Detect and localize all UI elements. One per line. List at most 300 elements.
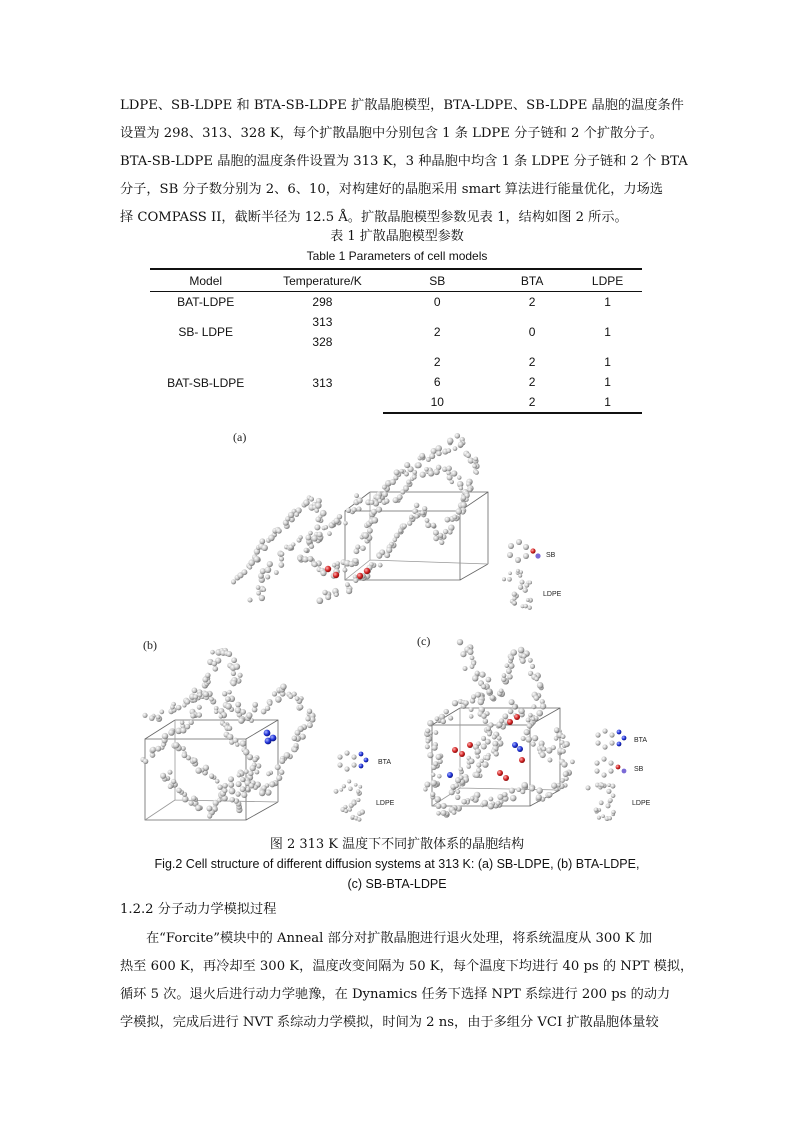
polymer-atom (399, 469, 404, 474)
polymer-atom (197, 712, 202, 717)
polymer-atom (209, 697, 214, 702)
polymer-atom (494, 751, 499, 756)
polymer-atom (521, 736, 526, 741)
polymer-atom (475, 748, 481, 754)
polymer-atom (314, 524, 320, 530)
polymer-atom (486, 726, 491, 731)
intro-line: LDPE、SB-LDPE 和 BTA-SB-LDPE 扩散晶胞模型，BTA-LDPE、SB-LDPE 晶胞的温度条件 (120, 98, 684, 113)
section-line: 学模拟，完成后进行 NVT 系综动力学模拟，时间为 2 ns，由于多组分 VCI 扩散晶胞体量较 (120, 1015, 659, 1030)
polymer-atom (214, 710, 218, 714)
polymer-atom (346, 508, 351, 513)
panel-label-a: (a) (233, 430, 247, 444)
cell-bta: 2 (528, 295, 536, 309)
polymer-atom (433, 530, 439, 536)
polymer-atom (506, 668, 512, 674)
polymer-atom (215, 779, 220, 784)
polymer-atom (228, 782, 234, 788)
polymer-atom (162, 733, 168, 739)
polymer-atom (439, 540, 444, 545)
polymer-atom (240, 740, 246, 746)
polymer-atom (378, 563, 383, 568)
polymer-atom (554, 727, 560, 733)
polymer-atom (356, 798, 360, 802)
polymer-atom (217, 798, 222, 803)
legend-bta-label: BTA (378, 759, 392, 766)
polymer-atom (502, 577, 506, 581)
polymer-atom (561, 761, 567, 767)
polymer-atom (406, 479, 411, 484)
polymer-atom (448, 530, 453, 535)
table-caption-cn: 表 1 扩散晶胞模型参数 (330, 229, 464, 244)
polymer-atom (325, 594, 331, 600)
polymer-atom (430, 780, 436, 786)
cell-ldpe: 1 (604, 375, 611, 389)
polymer-atom (470, 664, 475, 669)
polymer-atom (482, 761, 488, 767)
polymer-atom (225, 696, 231, 702)
polymer-atom (481, 713, 487, 719)
polymer-atom (502, 713, 508, 719)
polymer-atom (469, 714, 474, 719)
polymer-atom (275, 696, 282, 703)
polymer-atom (521, 653, 526, 658)
polymer-atom (182, 752, 188, 758)
polymer-atom (279, 758, 285, 764)
polymer-atom (433, 761, 438, 766)
polymer-atom (526, 598, 530, 602)
polymer-atom (425, 518, 430, 523)
polymer-atom (474, 772, 480, 778)
cell-bta: 2 (528, 355, 536, 369)
polymer-atom (610, 784, 615, 789)
polymer-atom (193, 694, 198, 699)
polymer-atom (524, 583, 529, 588)
polymer-atom (305, 716, 310, 721)
polymer-atom (528, 606, 532, 610)
polymer-atom (434, 730, 439, 735)
cell-ldpe: 1 (604, 325, 611, 339)
bta-molecule-b (264, 730, 277, 745)
legend-sb-label: SB (546, 552, 556, 559)
polymer-atom (427, 752, 433, 758)
polymer-atom (483, 718, 488, 723)
polymer-atom (560, 778, 565, 783)
sb-legend-icon (594, 756, 626, 777)
polymer-atom (386, 547, 392, 553)
polymer-atom (467, 649, 473, 655)
polymer-atom (346, 588, 352, 594)
polymer-atom (342, 568, 347, 573)
polymer-atom (222, 691, 227, 696)
polymer-atom (267, 561, 273, 567)
polymer-atom (443, 709, 448, 714)
polymer-atom (197, 705, 202, 710)
polymer-atom (343, 521, 347, 525)
polymer-atom (367, 528, 373, 534)
polymer-atom (252, 757, 258, 763)
polymer-atom (486, 689, 492, 695)
polymer-atom (534, 677, 539, 682)
polymer-atom (456, 508, 462, 514)
polymer-atom (298, 535, 302, 539)
polymer-atom (185, 699, 191, 705)
polymer-atom (436, 811, 441, 816)
polymer-atom (475, 671, 480, 676)
polymer-atom (256, 763, 261, 768)
polymer-atom (360, 545, 366, 551)
polymer-atom (529, 786, 535, 792)
polymer-atom (599, 800, 604, 805)
polymer-atom (378, 499, 382, 503)
polymer-atom (217, 785, 222, 790)
polymer-atom (432, 745, 438, 751)
polymer-atom (342, 784, 346, 788)
polymer-atom (434, 796, 440, 802)
polymer-atom (485, 755, 490, 760)
polymer-atom (510, 649, 517, 656)
polymer-atom (608, 798, 613, 803)
polymer-atom (516, 787, 521, 792)
polymer-atom (320, 510, 327, 517)
polymer-atom (353, 578, 358, 583)
polymer-atom (605, 803, 610, 808)
polymer-atom (155, 746, 161, 752)
header-sb: SB (383, 269, 491, 292)
polymer-atom (241, 569, 247, 575)
polymer-atom (531, 717, 535, 721)
polymer-atom (256, 591, 261, 596)
polymer-atom (307, 556, 313, 562)
figure-caption-en-line1: Fig.2 Cell structure of different diffusion systems at 313 K: (a) SB-LDPE, (b) BTA-LDPE, (154, 857, 640, 871)
figure-caption-en-line2: (c) SB-BTA-LDPE (347, 877, 447, 891)
polymer-atom (292, 747, 297, 752)
polymer-atom (512, 596, 516, 600)
polymer-atom (460, 502, 466, 508)
polymer-atom (298, 556, 303, 561)
polymer-atom (322, 590, 327, 595)
legend-c (586, 728, 651, 821)
polymer-atom (309, 497, 314, 502)
polymer-atom (475, 692, 481, 698)
polymer-atom (377, 553, 383, 559)
cell-bta: 2 (528, 375, 536, 389)
polymer-atom (354, 783, 358, 787)
polymer-atom (265, 789, 271, 795)
polymer-atom (525, 736, 531, 742)
polymer-atom (481, 736, 486, 741)
polymer-atom (249, 783, 255, 789)
polymer-atom (420, 511, 425, 516)
polymer-atom (597, 816, 601, 820)
polymer-atom (489, 797, 494, 802)
polymer-atom (384, 498, 389, 503)
polymer-atom (531, 704, 536, 709)
section-line: 循环 5 次。退火后进行动力学驰豫，在 Dynamics 任务下选择 NPT 系综进行 200 ps 的动力 (120, 987, 671, 1002)
polymer-atom (404, 472, 409, 477)
polymer-atom (459, 767, 464, 772)
polymer-atom (412, 470, 417, 475)
polymer-atom (292, 692, 297, 697)
header-bta: BTA (491, 269, 573, 292)
legend-sb-label: SB (634, 766, 644, 773)
polymer-atom (316, 597, 323, 604)
polymer-atom (207, 813, 212, 818)
polymer-atom (451, 470, 457, 476)
polymer-atom (353, 558, 359, 564)
polymer-atom (521, 782, 528, 789)
polymer-atom (203, 691, 209, 697)
polymer-atom (547, 758, 552, 763)
cell-ldpe: 1 (604, 295, 611, 309)
polymer-atom (291, 542, 295, 546)
polymer-atom (356, 506, 361, 511)
polymer-atom (324, 525, 328, 529)
polymer-atom (276, 775, 282, 781)
polymer-atom (231, 671, 236, 676)
polymer-atom (563, 771, 569, 777)
polymer-atom (228, 776, 234, 782)
polymer-atom (150, 747, 156, 753)
polymer-atom (518, 647, 525, 654)
polymer-atom (261, 545, 267, 551)
polymer-atom (209, 773, 214, 778)
polymer-atom (499, 718, 504, 723)
polymer-atom (344, 809, 348, 813)
polymer-atom (355, 544, 360, 549)
polymer-atom (601, 814, 605, 818)
polymer-atom (420, 472, 426, 478)
polymer-atom (463, 700, 469, 706)
polymer-atom (191, 795, 197, 801)
polymer-atom (436, 451, 441, 456)
polymer-atom (278, 562, 284, 568)
polymer-atom (180, 720, 185, 725)
polymer-atom (409, 515, 414, 520)
polymer-atom (441, 810, 447, 816)
cell-model: BAT-SB-LDPE (167, 375, 245, 390)
polymer-atom (512, 592, 517, 597)
polymer-atom (236, 781, 242, 787)
polymer-atom (280, 683, 287, 690)
polymer-atom (429, 453, 435, 459)
polymer-atom (523, 588, 528, 593)
polymer-atom (492, 735, 497, 740)
polymer-atom (452, 515, 457, 520)
polymer-atom (311, 535, 317, 541)
polymer-atom (280, 552, 285, 557)
polymer-atom (265, 706, 270, 711)
polymer-atom (240, 786, 246, 792)
cell-temp: 313 (312, 315, 333, 329)
polymer-atom (309, 544, 314, 549)
polymer-atom (168, 729, 174, 735)
polymer-atom (476, 754, 480, 758)
polymer-atom (269, 781, 275, 787)
polymer-atom (437, 774, 442, 779)
polymer-atom (314, 508, 319, 513)
polymer-atom (541, 747, 546, 752)
polymer-atom (274, 570, 279, 575)
polymer-atom (252, 702, 258, 708)
polymer-atom (457, 475, 461, 479)
polymer-atom (508, 709, 514, 715)
polymer-atom (312, 562, 318, 568)
polymer-atom (272, 691, 277, 696)
polymer-atom (382, 491, 388, 497)
polymer-atom (424, 467, 429, 472)
polymer-atom (486, 677, 492, 683)
polymer-atom (551, 745, 556, 750)
polymer-atom (337, 514, 342, 519)
polymer-atom (334, 789, 339, 794)
polymer-atom (235, 791, 240, 796)
polymer-atom (142, 713, 147, 718)
polymer-atom (259, 790, 266, 797)
polymer-atom (450, 480, 454, 484)
polymer-atom (507, 674, 512, 679)
polymer-atom (195, 805, 202, 812)
legend-ldpe-label: LDPE (543, 591, 562, 598)
polymer-atom (528, 581, 532, 585)
polymer-atom (235, 707, 242, 714)
polymer-atom (422, 506, 427, 511)
polymer-atom (402, 523, 407, 528)
polymer-atom (472, 464, 477, 469)
polymer-atom (516, 569, 520, 573)
polymer-atom (416, 462, 422, 468)
polymer-atom (198, 693, 203, 698)
polymer-atom (407, 521, 412, 526)
polymer-atom (564, 741, 570, 747)
polymer-atom (458, 442, 464, 448)
polymer-atom (611, 793, 616, 798)
polymer-atom (423, 787, 427, 791)
polymer-atom (435, 716, 440, 721)
polymer-atom (317, 532, 323, 538)
cell-temp: 328 (312, 335, 333, 349)
polymer-atom (482, 800, 489, 807)
polymer-atom (536, 794, 542, 800)
polymer-atom (433, 536, 439, 542)
sb-legend-icon (507, 539, 541, 563)
polymer-atom (176, 788, 181, 793)
polymer-atom (512, 704, 517, 709)
polymer-atom (308, 531, 313, 536)
polymer-atom (586, 785, 591, 790)
polymer-atom (266, 772, 271, 777)
polymer-atom (362, 532, 369, 539)
polymer-atom (527, 723, 533, 729)
polymer-atom (192, 758, 197, 763)
polymer-atom (460, 651, 466, 657)
cell-ldpe: 1 (573, 392, 642, 413)
polymer-atom (428, 470, 434, 476)
polymer-atom (246, 712, 252, 718)
polymer-atom (528, 658, 533, 663)
polymer-atom (371, 517, 378, 524)
ldpe-legend-icon (586, 782, 616, 821)
polymer-atom (237, 773, 242, 778)
polymer-atom (226, 651, 232, 657)
polymer-atom (512, 601, 516, 605)
polymer-atom (452, 700, 458, 706)
polymer-atom (463, 666, 468, 671)
polymer-atom (455, 795, 460, 800)
panel-a (231, 430, 562, 610)
polymer-atom (339, 788, 343, 792)
polymer-atom (507, 577, 512, 582)
polymer-atom (419, 453, 425, 459)
polymer-atom (532, 735, 538, 741)
polymer-atom (156, 715, 161, 720)
polymer-atom (247, 754, 253, 760)
section-line: 热至 600 K，再冷却至 300 K，温度改变间隔为 50 K，每个温度下均进行 40 ps 的 NPT 模拟， (120, 959, 694, 974)
polymer-atom (453, 446, 458, 451)
polymer-atom (219, 714, 223, 718)
polymer-atom (397, 494, 403, 500)
polymer-atom (279, 556, 284, 561)
header-model: Model (150, 269, 261, 292)
polymer-atom (335, 561, 340, 566)
cell-ldpe: 1 (604, 355, 611, 369)
polymer-atom (445, 517, 451, 523)
section-line: 在“Forcite”模块中的 Anneal 部分对扩散晶胞进行退火处理，将系统温度从 300 K 加 (146, 931, 653, 946)
polymer-atom (436, 754, 442, 760)
intro-line: 设置为 298、313、328 K，每个扩散晶胞中分别包含 1 条 LDPE 分子链和 2 个扩散分子。 (120, 126, 663, 141)
polymer-atom (376, 506, 382, 512)
header-ldpe: LDPE (573, 269, 642, 292)
polymer-atom (509, 788, 515, 794)
polymer-atom (536, 710, 543, 717)
polymer-atom (468, 488, 473, 493)
cell-sb: 2 (433, 325, 441, 339)
polymer-atom (334, 592, 339, 597)
polymer-atom (459, 486, 463, 490)
legend-a (502, 539, 562, 610)
polymer-atom (404, 462, 410, 468)
polymer-atom (502, 673, 507, 678)
polymer-atom (497, 736, 502, 741)
polymer-atom (534, 695, 540, 701)
polymer-atom (356, 789, 360, 793)
polymer-atom (315, 502, 322, 509)
polymer-atom (526, 718, 531, 723)
polymer-atom (231, 657, 237, 663)
polymer-atom (234, 663, 240, 669)
polymer-atom (246, 787, 250, 791)
polymer-atom (425, 744, 430, 749)
polymer-atom (466, 453, 471, 458)
polymer-atom (487, 732, 492, 737)
polymer-atom (268, 701, 273, 706)
polymer-atom (307, 709, 312, 714)
polymer-atom (537, 682, 544, 689)
polymer-atom (240, 777, 245, 782)
polymer-atom (497, 794, 503, 800)
polymer-atom (254, 770, 259, 775)
polymer-atom (461, 799, 467, 805)
polymer-atom (262, 587, 266, 591)
polymer-atom (431, 523, 436, 528)
polymer-atom (205, 673, 210, 678)
polymer-atom (244, 769, 249, 774)
polymer-atom (412, 475, 417, 480)
polymer-atom (188, 800, 193, 805)
polymer-atom (189, 720, 194, 725)
cell-bta: 2 (491, 392, 573, 413)
polymer-atom (441, 719, 446, 724)
polymer-atom (530, 664, 535, 669)
